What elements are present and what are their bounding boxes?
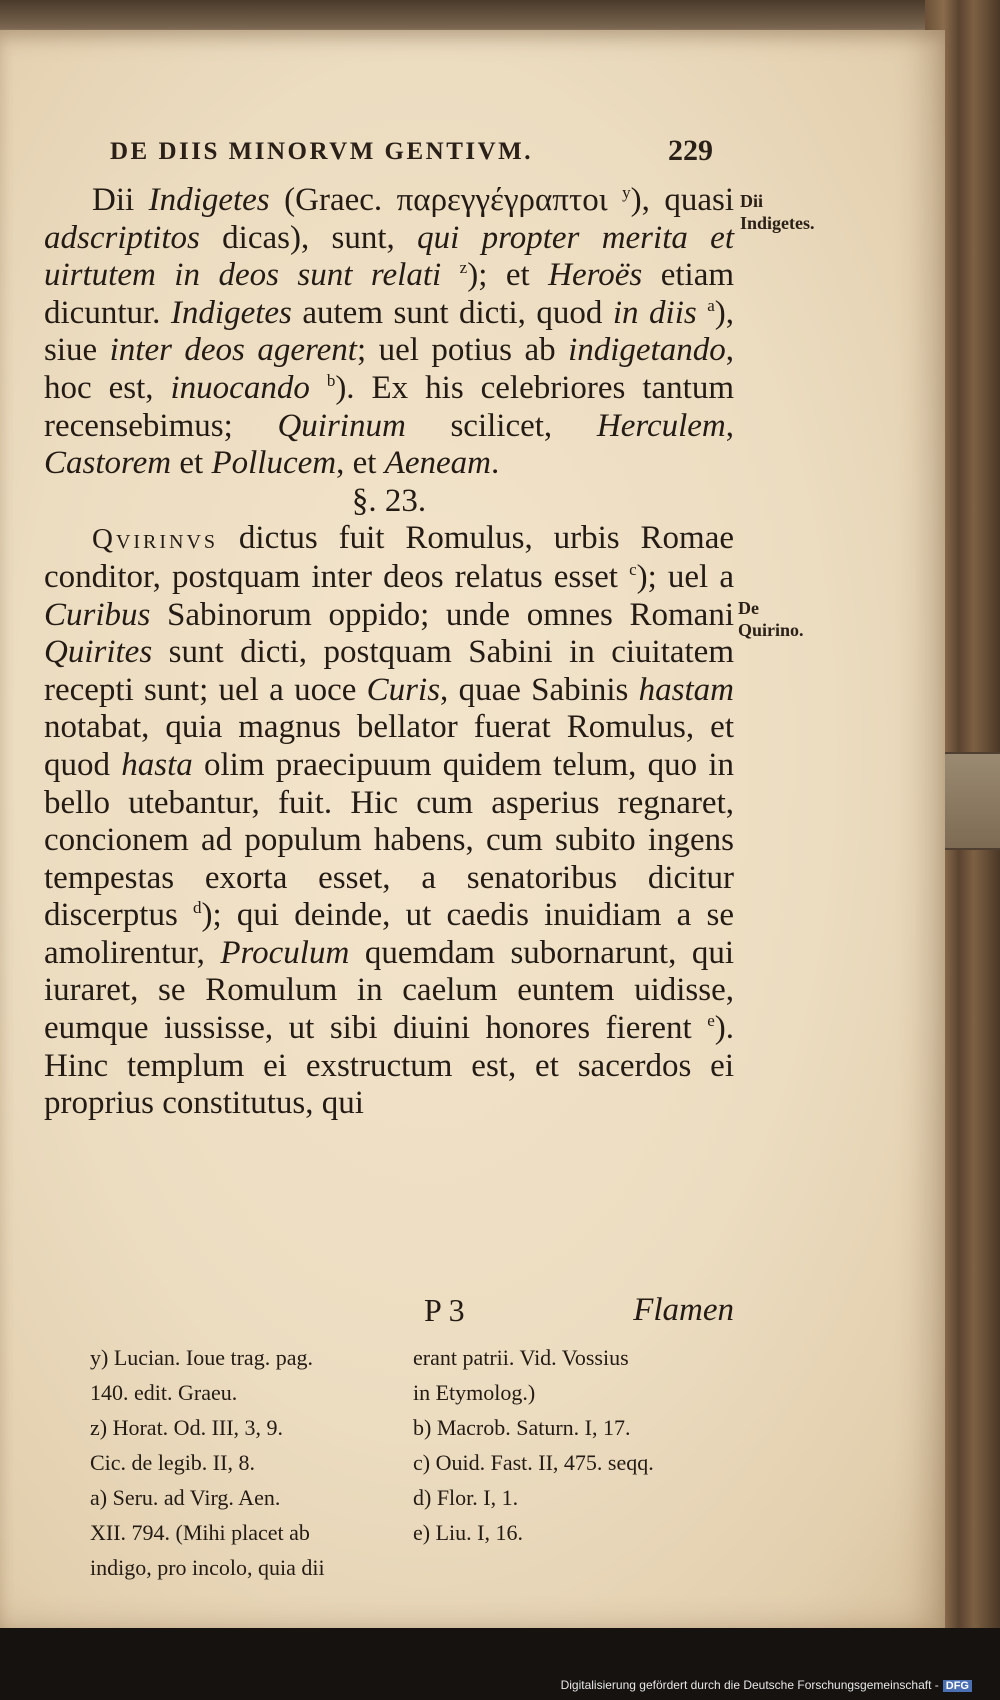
italic-term: Pollucem [211,445,337,482]
paragraph-indigetes [44,182,734,483]
italic-term: indigetando [568,332,726,369]
italic-term: in diis [612,294,697,331]
paragraph-quirinus [44,520,734,1123]
section-heading: §. 23. [351,482,427,519]
text-span: , [725,407,734,444]
book-page [0,30,945,1628]
text-span: , quae Sabinis [440,671,639,708]
text-span: ; uel potius ab [356,332,569,369]
italic-term: Proculum [220,934,350,971]
footnote-marker: a [707,295,715,315]
footnote-marker: d [193,898,202,918]
text-span: et [171,445,212,482]
italic-phrase: qui propter merita et uirtutem in deos sunt relati [44,219,734,294]
italic-term: Quirites [44,634,153,671]
text-span: olim praecipuum quidem telum, quo in bello utebantur, fuit. Hic cum asperius regnaret, concionem ad populum habens, cum subito ingens tempestas exorta esset, a senatoribus dicitur discerptus [44,746,735,934]
text-span: . [490,445,500,482]
footnote-marker: y [622,183,631,202]
text-span: scilicet, [405,407,597,444]
footnote-line: erant patrii. Vid. Vossius [413,1345,629,1370]
text-span: quemdam subornarunt, qui iuraret, se Romulum in caelum euntem uidisse, eumque iussisse, ut sibi diuini honores fierent [44,934,734,1047]
smallcaps-name: Qvirinvs [92,523,219,556]
footnote-line: indigo, pro incolo, quia dii [90,1555,325,1580]
italic-term: Curis [366,671,441,708]
italic-term: hastam [638,671,734,708]
footnote-marker: z [459,258,468,278]
catchword: Flamen [633,1292,734,1328]
margin-note-indigetes: Dii Indigetes. [740,191,815,233]
text-span: ), quasi [630,182,734,218]
italic-term: Curibus [44,596,151,633]
page-number: 229 [668,134,713,167]
footer-credit [561,1678,972,1692]
footnote-line: c) Ouid. Fast. II, 475. seqq. [413,1450,654,1475]
signature-mark: P 3 [424,1292,465,1328]
body-text [44,182,734,1123]
text-span: (Graec. [269,182,397,218]
footnote-marker: b [326,370,336,390]
dfg-logo: DFG [943,1680,972,1692]
footnote-line: a) Seru. ad Virg. Aen. [90,1485,281,1510]
text-span: ), siue [44,294,735,369]
text-span: dictus fuit Romulus, urbis Romae conditor, postquam inter deos relatus esset [44,520,734,595]
italic-phrase: inter deos agerent [109,332,357,369]
italic-term: Herculem [596,407,726,444]
text-span: ). Ex his celebriores tantum recensebimus; [44,369,735,444]
footer-credit-text: Digitalisierung gefördert durch die Deutsche Forschungsgemeinschaft - [560,1678,939,1692]
italic-term: Aeneam [384,445,491,482]
margin-note-quirino: De Quirino. [738,598,804,640]
text-span: sunt dicti, postquam Sabini in ciuitatem recepti sunt; uel a uoce [44,634,734,708]
running-head: DE DIIS MINORVM GENTIVM. [110,138,534,165]
text-span: autem sunt dicti, quod [291,294,613,331]
text-span: , et [336,445,385,482]
text-span: dicas), sunt, [199,219,418,256]
greek-term: παρεγγέγραπτοι [396,182,608,218]
italic-term: inuocando [170,369,310,406]
text-span: ); et [467,257,549,294]
text-span: etiam dicuntur. [44,257,735,331]
footnotes-right-column [413,1340,743,1550]
footnote-line: 140. edit. Graeu. [90,1380,238,1405]
footnote-line: Cic. de legib. II, 8. [90,1450,255,1475]
footnote-line: b) Macrob. Saturn. I, 17. [413,1415,631,1440]
italic-term: Quirinum [277,407,406,444]
footnote-line: d) Flor. I, 1. [413,1485,519,1510]
digitization-footer [0,1628,1000,1700]
italic-term: Heroës [548,257,643,294]
text-span: Sabinorum oppido; unde omnes Romani [150,596,734,633]
footnote-marker: c [629,559,637,579]
italic-term: adscriptitos [44,219,200,256]
text-span: ). Hinc templum ei exstructum est, et sacerdos ei proprius constitutus, qui [44,1010,734,1122]
catchword-line [44,1292,734,1332]
italic-term: Indigetes [148,182,270,218]
footnote-line: e) Liu. I, 16. [413,1520,523,1545]
text-span: notabat, quia magnus bellator fuerat Romulus, et quod [44,709,734,783]
text-span: Dii [92,182,149,218]
italic-term: hasta [121,746,193,783]
footnotes-left-column [90,1340,390,1585]
italic-term: Indigetes [170,294,292,331]
text-span: , hoc est, [44,332,734,406]
footnote-line: y) Lucian. Ioue trag. pag. [90,1345,313,1370]
italic-term: Castorem [44,445,172,482]
footnote-line: z) Horat. Od. III, 3, 9. [90,1415,284,1440]
text-span: ); uel a [636,558,734,595]
footnote-marker: e [707,1011,715,1031]
footnote-line: XII. 794. (Mihi placet ab [90,1520,310,1545]
footnote-line: in Etymolog.) [413,1380,536,1405]
text-span: ); qui deinde, ut caedis inuidiam a se amolirentur, [44,897,734,971]
